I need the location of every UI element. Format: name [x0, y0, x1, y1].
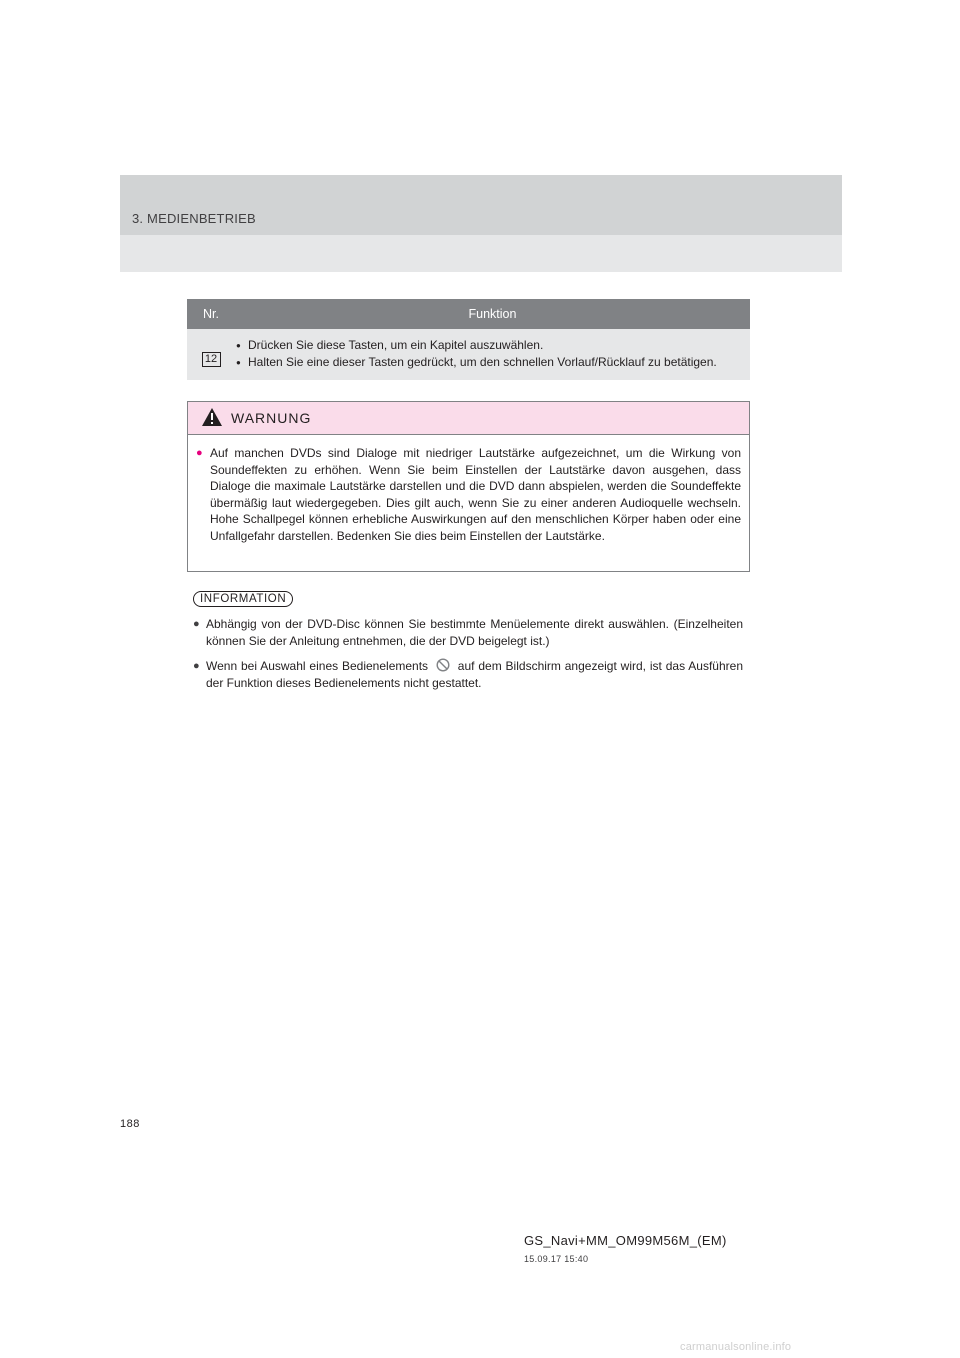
table-row [187, 329, 750, 380]
info-text-2 [206, 658, 743, 692]
warning-triangle-icon [201, 407, 223, 427]
list-item [193, 616, 743, 650]
watermark: carmanualsonline.info [680, 1341, 792, 1353]
function-table [187, 299, 750, 380]
warning-box [187, 401, 750, 572]
warning-item [196, 445, 741, 544]
document-date: 15.09.17 15:40 [524, 1254, 589, 1264]
bullet-icon: ● [193, 618, 200, 630]
warning-header [188, 402, 749, 435]
table-header-row [187, 299, 750, 329]
function-cell [235, 329, 750, 380]
info-text-2-after: auf dem Bildschirm angezeigt wird, ist das Ausführen der Funktion dieses Bedienelements nicht gestattet. [206, 659, 743, 690]
number-box: 12 [202, 352, 221, 367]
list-item: ● Drücken Sie diese Tasten, um ein Kapitel auszuwählen. [236, 337, 741, 354]
column-header-funktion: Funktion [235, 299, 750, 329]
page-number: 188 [120, 1118, 140, 1130]
warning-text: Auf manchen DVDs sind Dialoge mit niedriger Lautstärke aufgezeichnet, um die Wirkung von Soundeffekten zu erhöhen. Wenn Sie beim Einstellen der Lautstärke davon ausgehen, dass Dialoge die maximale Lautstärke darstellen und die DVD dann abspielen, werden die Soundeffekte übermäßig laut wiedergegeben. Dies gilt auch, wenn Sie zu einer anderen Audioquelle wechseln. Hohe Schallpegel können erhebliche Auswirkungen auf den menschlichen Körper haben oder eine Unfallgefahr darstellen. Bedenken Sie dies beim Einstellen der Lautstärke. [210, 446, 741, 543]
column-header-nr: Nr. [187, 299, 235, 329]
header-band-top [120, 175, 842, 235]
info-text-1: Abhängig von der DVD-Disc können Sie bestimmte Menüelemente direkt auswählen. (Einzelheiten können Sie der Anleitung entnehmen, die der DVD beigelegt ist.) [206, 617, 743, 648]
nr-cell [187, 329, 235, 380]
list-item [193, 658, 743, 692]
document-code: GS_Navi+MM_OM99M56M_(EM) [524, 1233, 727, 1248]
prohibited-icon [436, 658, 450, 672]
section-title: 3. MEDIENBETRIEB [132, 211, 256, 226]
header-band [120, 175, 842, 272]
warning-title: WARNUNG [231, 410, 312, 426]
bullet-icon: ● [196, 447, 203, 459]
function-list [236, 330, 749, 379]
warning-body [188, 435, 749, 544]
information-section [193, 616, 743, 700]
bullet-icon: ● [193, 660, 200, 672]
info-text-2-before: Wenn bei Auswahl eines Bedienelements [206, 659, 429, 673]
list-item: ● Halten Sie eine dieser Tasten gedrückt, um den schnellen Vorlauf/Rücklauf zu betätigen. [236, 354, 741, 371]
information-label: INFORMATION [193, 591, 293, 607]
